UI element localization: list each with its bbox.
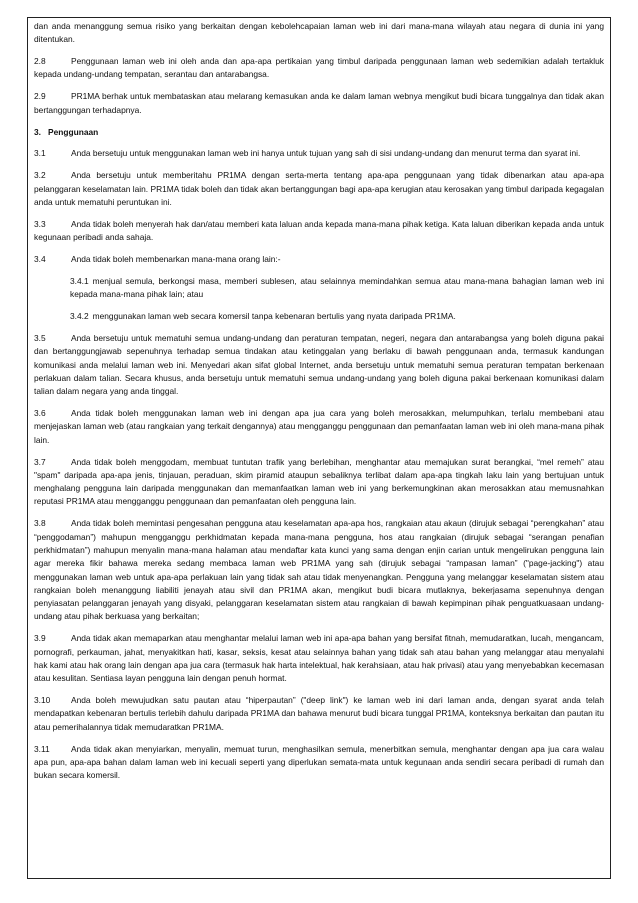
subparagraph-3-4-1: 3.4.1 menjual semula, berkongsi masa, memberi sublesen, atau selainnya memindahkan semua atau mana-mana bahagian laman web ini kepada mana-mana pihak lain; atau [70, 275, 604, 300]
paragraph-3-6: 3.6 Anda tidak boleh menggunakan laman web ini dengan apa jua cara yang boleh merosakkan, melumpuhkan, terlalu membebani atau menjejaskan laman web (atau rangkaian yang terkait dengannya) atau mengganggu penggunaan dan pemanfaatan laman web ini oleh mana-mana pihak lain. [34, 408, 604, 445]
section-title: Penggunaan [48, 126, 99, 137]
subclause-number: 3.4.1 [70, 275, 89, 286]
subclause-number: 3.4.2 [70, 311, 89, 322]
clause-number: 3.7 [34, 456, 46, 467]
clause-number: 3.2 [34, 170, 46, 181]
paragraph-3-9: 3.9 Anda tidak akan memaparkan atau menghantar melalui laman web ini apa-apa bahan yang bersifat fitnah, memudaratkan, lucah, mengancam, pornografi, perkauman, jahat, menyakitkan hati, kasar, seksis, kesat atau selainnya bahan yang tidak sah atau bahan yang melanggar atau menyalahi hak kami atau hak orang lain dengan apa jua cara (termasuk hak harta intelektual, hak kerahsiaan, atau hak privasi) atau yang menyebabkan kecemasan atau kesulitan. Sentiasa layan pengguna lain dengan penuh hormat. [34, 633, 604, 684]
paragraph-3-2: 3.2 Anda bersetuju untuk memberitahu PR1MA dengan serta-merta tentang apa-apa penggunaan yang tidak dibenarkan atau apa-apa pelanggaran keselamatan lain. PR1MA tidak boleh dan tidak akan bertanggungan bagi apa-apa kerugian atau kerosakan yang timbul daripada kegagalan anda untuk mematuhi peruntukan ini. [34, 170, 604, 207]
paragraph-3-11: 3.11 Anda tidak akan menyiarkan, menyalin, memuat turun, menghasilkan semula, menerbitkan semula, menghantar dengan apa jua cara walau apa pun, apa-apa bahan dalam laman web ini kecuali seperti yang diperlukan semata-mata untuk kegunaan anda sendiri secara peribadi di rumah dan bukan secara komersil. [34, 743, 604, 781]
paragraph-3-5: 3.5 Anda bersetuju untuk mematuhi semua undang-undang dan peraturan tempatan, negeri, negara dan antarabangsa yang boleh diguna pakai dan bertanggungjawab sepenuhnya terhadap semua tindakan atau ketinggalan yang berlaku di bawah penggunaan anda, termasuk kandungan komunikasi anda melalui laman web ini. Menyedari akan sifat global Internet, anda bersetuju untuk mematuhi semua peraturan tempatan berkenaan perlakuan dalam talian. Secara khusus, anda bersetuju untuk mematuhi semua undang-undang yang boleh diguna pakai berkenaan komunikasi dalam talian dalam negara yang anda tinggal. [34, 332, 604, 397]
paragraph-continued: dan anda menanggung semua risiko yang berkaitan dengan kebolehcapaian laman web ini dari mana-mana wilayah atau negara di dunia ini yang ditentukan. [34, 21, 604, 45]
clause-number: 3.3 [34, 218, 46, 229]
section-heading [34, 126, 604, 139]
subparagraph-3-4-2: 3.4.2 menggunakan laman web secara komersil tanpa kebenaran bertulis yang nyata daripada PR1MA. [70, 311, 456, 322]
clause-number: 3.8 [34, 518, 46, 529]
clause-number: 3.10 [34, 695, 51, 706]
clause-number: 2.8 [34, 56, 46, 67]
document-page [27, 17, 611, 879]
section-number: 3. [34, 126, 41, 137]
clause-number: 3.6 [34, 408, 46, 419]
clause-number: 3.5 [34, 332, 46, 343]
paragraph-2-8: 2.8 Penggunaan laman web ini oleh anda dan apa-apa pertikaian yang timbul daripada penggunaan laman web sedemikian adalah tertakluk kepada undang-undang tempatan, serantau dan antarabangsa. [34, 56, 604, 80]
clause-number: 3.9 [34, 633, 46, 644]
paragraph-3-3: 3.3 Anda tidak boleh menyerah hak dan/atau memberi kata laluan anda kepada mana-mana pihak ketiga. Kata laluan diberikan kepada anda untuk kegunaan peribadi anda sahaja. [34, 218, 604, 243]
clause-number: 3.11 [34, 743, 50, 754]
paragraph-2-9: 2.9 PR1MA berhak untuk membataskan atau melarang kemasukan anda ke dalam laman webnya mengikut budi bicara tunggalnya dan tidak akan bertanggungan terhadapnya. [34, 91, 604, 115]
paragraph-3-8: 3.8 Anda tidak boleh memintasi pengesahan pengguna atau keselamatan apa-apa hos, rangkaian atau akaun (dirujuk sebagai “perengkahan” atau “penggodaman”) mahupun mengganggu perkhidmatan kepada mana-mana pengguna, hos atau rangkaian (dirujuk sebagai “serangan penafian perkhidmatan”) mahupun menyalin mana-mana halaman atau mendaftar kata kunci yang sama dengan enjin carian untuk mengelirukan pengguna lain agar mereka fikir bahawa mereka sedang membaca laman web PR1MA yang sah (dirujuk sebagai “rampasan laman” ("page-jacking") atau menggunakan laman web untuk apa-apa perlakuan lain yang tidak sah atau tidak menyenangkan. Pengguna yang melanggar keselamatan sistem atau rangkaian boleh menanggung liabiliti jenayah atau sivil dan PR1MA akan, mengikut budi bicara mutlaknya, bekerjasama sepenuhnya dengan penyiasatan pelanggaran jenayah yang disyaki, pelanggaran keselamatan sistem atau rangkaian di bawah kepimpinan pihak penguatkuasaan undang-undang atau pihak berkuasa yang berkaitan; [34, 518, 604, 622]
paragraph-3-1: 3.1 Anda bersetuju untuk menggunakan laman web ini hanya untuk tujuan yang sah di sisi undang-undang dan menurut terma dan syarat ini. [34, 147, 604, 160]
paragraph-3-10: 3.10 Anda boleh mewujudkan satu pautan atau “hiperpautan” ("deep link") ke laman web ini dari laman anda, dengan syarat anda telah mendapatkan kebenaran bertulis terlebih dahulu daripada PR1MA dan bahawa menurut budi bicara tunggal PR1MA, konteksnya berkaitan dan pautan itu atau pemerihalannya tidak memudaratkan PR1MA. [34, 695, 604, 732]
paragraph-3-7: 3.7 Anda tidak boleh menggodam, membuat tuntutan trafik yang berlebihan, menghantar atau memajukan surat berangkai, “mel remeh” atau "spam" daripada apa-apa jenis, tinjauan, peraduan, skim piramid ataupun sebaliknya terlibat dalam apa-apa tingkah laku lain yang bertujuan untuk menghalang pengguna lain daripada menggunakan dan memanfaatkan laman web ini yang berkemungkinan akan merosakkan atau memusnahkan reputasi PR1MA atau mengganggu penggunaan dan pemanfaatan oleh pengguna lain. [34, 456, 604, 507]
clause-number: 3.1 [34, 148, 46, 159]
clause-number: 3.4 [34, 254, 46, 265]
paragraph-3-4: 3.4 Anda tidak boleh membenarkan mana-mana orang lain:- [34, 253, 604, 266]
clause-number: 2.9 [34, 91, 46, 102]
